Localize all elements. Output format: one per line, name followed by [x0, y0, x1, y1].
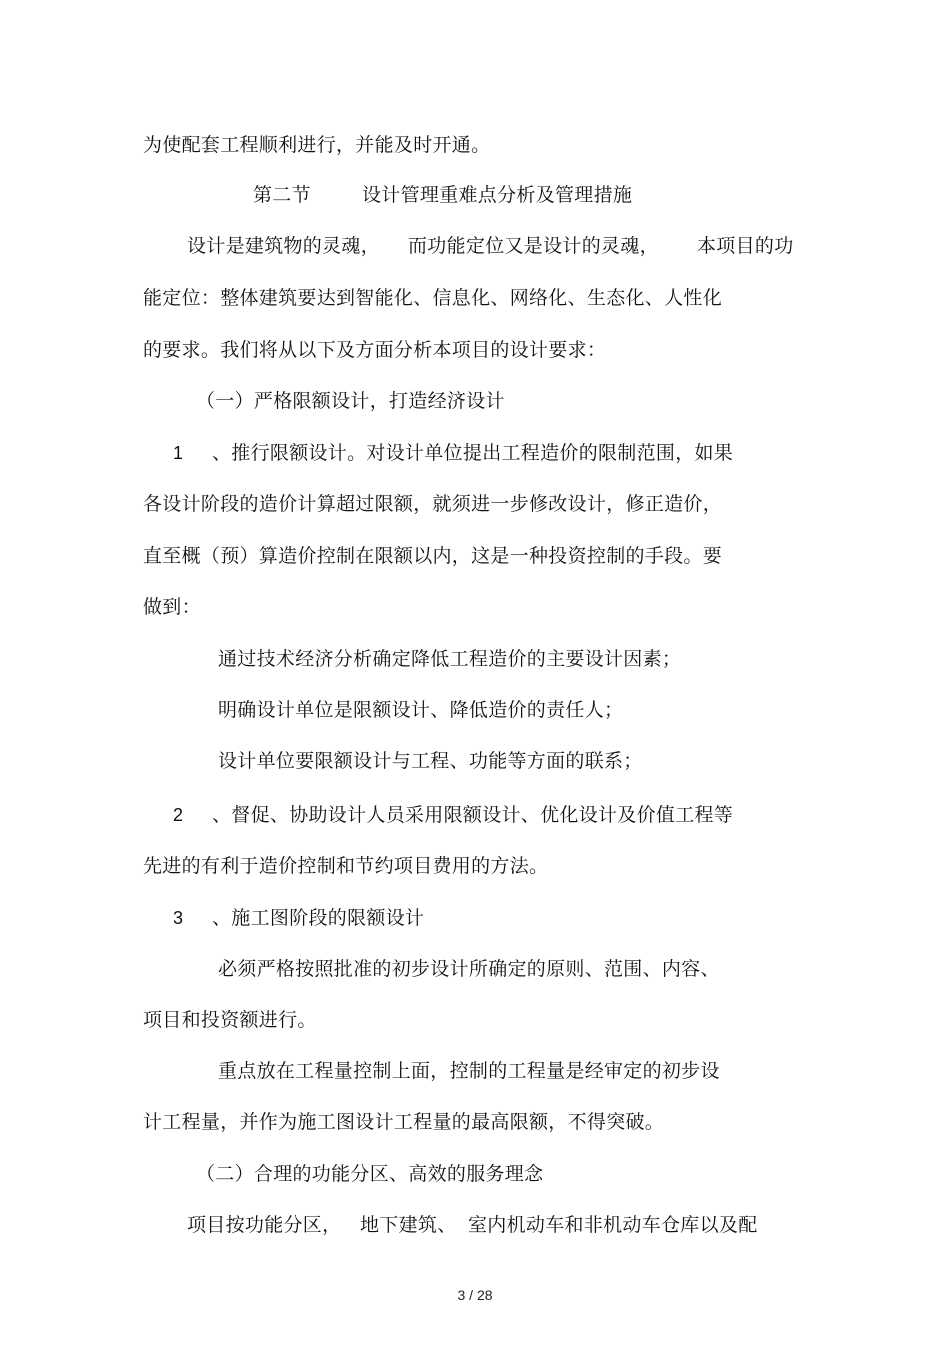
paragraph-line: 而功能定位又是设计的灵魂， [408, 235, 659, 257]
paragraph-line: 项目按功能分区， [187, 1214, 342, 1236]
list-item: 通过技术经济分析确定降低工程造价的主要设计因素； [218, 648, 682, 670]
page-number: 3 / 28 [457, 1287, 493, 1303]
section-number: 第二节 [253, 184, 311, 206]
list-number: 1 [173, 443, 184, 463]
paragraph-line: 直至概（预）算造价控制在限额以内，这是一种投资控制的手段。要 [143, 545, 723, 567]
list-item: 设计单位要限额设计与工程、功能等方面的联系； [218, 750, 643, 772]
section-title: 设计管理重难点分析及管理措施 [362, 184, 633, 206]
subheading: （一）严格限额设计，打造经济设计 [196, 390, 505, 412]
paragraph-line: 做到： [143, 596, 201, 618]
paragraph-line: 为使配套工程顺利进行，并能及时开通。 [143, 134, 491, 156]
paragraph-line: 各设计阶段的造价计算超过限额，就须进一步修改设计，修正造价， [143, 493, 723, 515]
paragraph-line: 设计是建筑物的灵魂， [187, 235, 381, 257]
paragraph-line: 本项目的功 [697, 235, 794, 257]
list-item: 明确设计单位是限额设计、降低造价的责任人； [218, 699, 624, 721]
paragraph-line: 、推行限额设计。对设计单位提出工程造价的限制范围，如果 [212, 442, 734, 464]
paragraph-line: 能定位：整体建筑要达到智能化、信息化、网络化、生态化、人性化 [143, 287, 723, 309]
paragraph-line: 先进的有利于造价控制和节约项目费用的方法。 [143, 855, 549, 877]
paragraph-line: 室内机动车和非机动车仓库以及配 [468, 1214, 758, 1236]
paragraph-line: 项目和投资额进行。 [143, 1009, 317, 1031]
paragraph-line: 计工程量，并作为施工图设计工程量的最高限额，不得突破。 [143, 1111, 665, 1133]
paragraph-line: 、督促、协助设计人员采用限额设计、优化设计及价值工程等 [212, 804, 734, 826]
subheading: （二）合理的功能分区、高效的服务理念 [196, 1163, 544, 1185]
paragraph-line: 的要求。我们将从以下及方面分析本项目的设计要求： [143, 339, 607, 361]
list-number: 2 [173, 805, 184, 825]
paragraph-line: 地下建筑、 [360, 1214, 457, 1236]
paragraph-line: 必须严格按照批准的初步设计所确定的原则、范围、内容、 [218, 958, 720, 980]
paragraph-line: 、施工图阶段的限额设计 [212, 907, 425, 929]
paragraph-line: 重点放在工程量控制上面，控制的工程量是经审定的初步设 [218, 1060, 720, 1082]
list-number: 3 [173, 908, 184, 928]
